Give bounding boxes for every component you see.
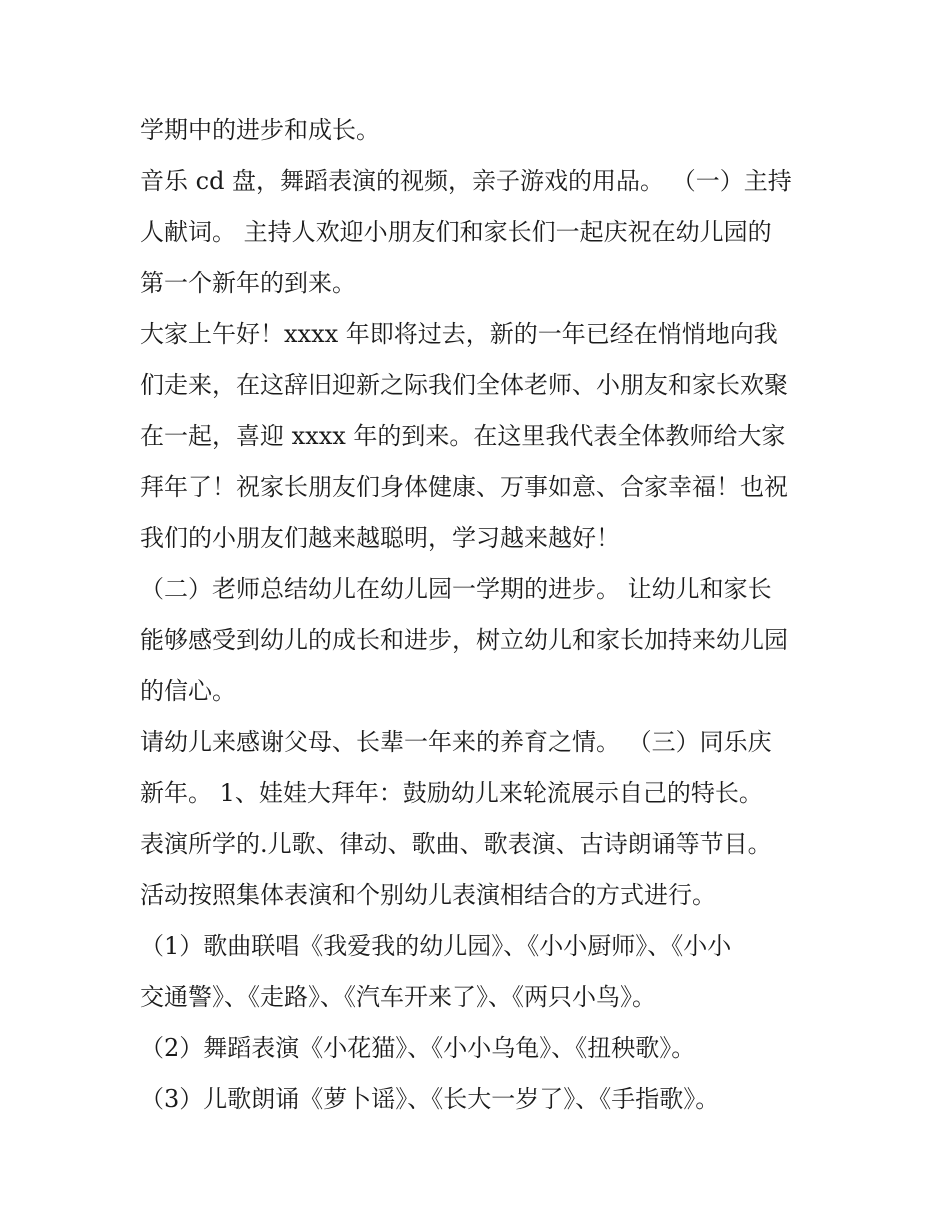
- text-line: 音乐 cd 盘，舞蹈表演的视频，亲子游戏的用品。 （一）主持: [140, 167, 792, 195]
- text-line: （二）老师总结幼儿在幼儿园一学期的进步。 让幼儿和家长: [140, 575, 772, 603]
- text-line: 拜年了！祝家长朋友们身体健康、万事如意、合家幸福！也祝: [140, 473, 788, 501]
- text-line: 学期中的进步和成长。: [140, 116, 380, 144]
- text-line: （3）儿歌朗诵《萝卜谣》、《长大一岁了》、《手指歌》。: [140, 1085, 720, 1113]
- document-body: [140, 105, 830, 1125]
- text-line: 第一个新年的到来。: [140, 269, 356, 297]
- text-line: 的信心。: [140, 677, 236, 705]
- text-line: 们走来，在这辞旧迎新之际我们全体老师、小朋友和家长欢聚: [140, 371, 788, 399]
- text-line: 人献词。 主持人欢迎小朋友们和家长们一起庆祝在幼儿园的: [140, 218, 772, 246]
- text-line: 新年。 1、娃娃大拜年：鼓励幼儿来轮流展示自己的特长。: [140, 779, 763, 807]
- text-line: 请幼儿来感谢父母、长辈一年来的养育之情。 （三）同乐庆: [140, 728, 772, 756]
- text-line: 交通警》、《走路》、《汽车开来了》、《两只小鸟》。: [140, 983, 656, 1011]
- text-line: 表演所学的.儿歌、律动、歌曲、歌表演、古诗朗诵等节目。: [140, 830, 772, 858]
- text-line: （2）舞蹈表演《小花猫》、《小小乌龟》、《扭秧歌》。: [140, 1034, 696, 1062]
- text-line: （1）歌曲联唱《我爱我的幼儿园》、《小小厨师》、《小小: [140, 932, 732, 960]
- text-line: 大家上午好！xxxx 年即将过去，新的一年已经在悄悄地向我: [140, 320, 778, 348]
- text-line: 能够感受到幼儿的成长和进步，树立幼儿和家长加持来幼儿园: [140, 626, 788, 654]
- text-line: 我们的小朋友们越来越聪明，学习越来越好！: [140, 524, 620, 552]
- text-line: 活动按照集体表演和个别幼儿表演相结合的方式进行。: [140, 881, 716, 909]
- text-line: 在一起，喜迎 xxxx 年的到来。在这里我代表全体教师给大家: [140, 422, 786, 450]
